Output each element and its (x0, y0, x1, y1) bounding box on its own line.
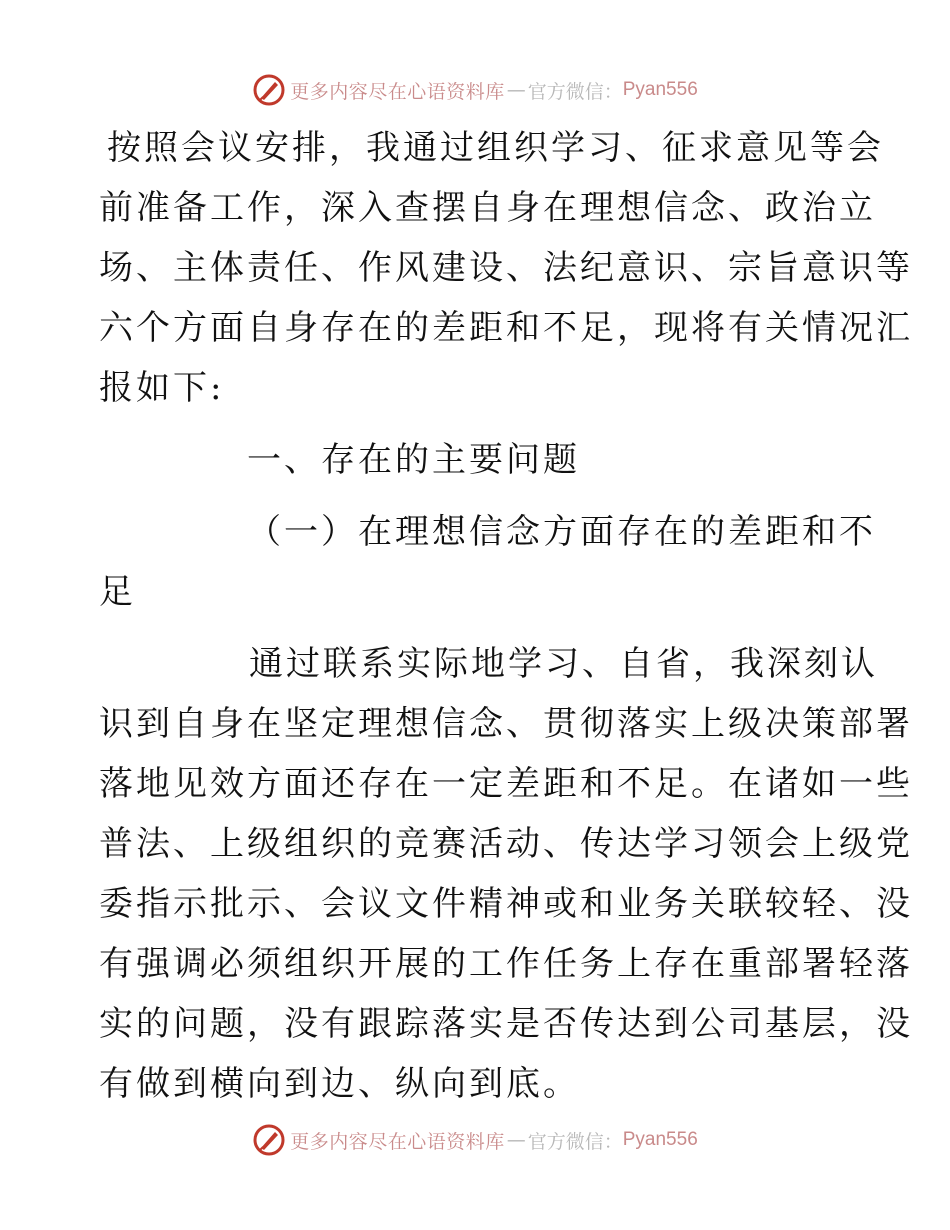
body-line: 有强调必须组织开展的工作任务上存在重部署轻落 (99, 944, 913, 984)
watermark-contact-id: Pyan556 (622, 79, 698, 100)
document-body (99, 118, 913, 1114)
intro-line: 报如下: (99, 368, 225, 408)
body-line: 落地见效方面还存在一定差距和不足。在诸如一些 (99, 764, 913, 804)
watermark-separator: — (506, 79, 526, 101)
subsection-heading-continued: 足 (99, 572, 136, 612)
intro-line: 前准备工作，深入查摆自身在理想信念、政治立 (99, 188, 876, 228)
body-line: 有做到横向到边、纵向到底。 (99, 1064, 580, 1104)
body-line: 委指示批示、会议文件精神或和业务关联较轻、没 (99, 884, 913, 924)
watermark-contact-label: 官方微信： (527, 80, 623, 103)
watermark-site-text: 更多内容尽在心语资料库 (290, 1130, 505, 1153)
subsection-heading: （一）在理想信念方面存在的差距和不 (247, 512, 876, 552)
body-line: 普法、上级组织的竞赛活动、传达学习领会上级党 (99, 824, 913, 864)
watermark-contact-label: 官方微信： (527, 1130, 623, 1153)
watermark-site-text: 更多内容尽在心语资料库 (290, 80, 505, 103)
watermark-contact-id: Pyan556 (622, 1129, 698, 1150)
watermark-footer (0, 1120, 950, 1160)
section-heading: 一、存在的主要问题 (247, 440, 580, 480)
intro-line: 场、主体责任、作风建设、法纪意识、宗旨意识等 (99, 248, 913, 288)
body-line: 通过联系实际地学习、自省，我深刻认 (249, 644, 878, 684)
quill-pen-seal-icon (252, 1123, 286, 1157)
body-line: 实的问题，没有跟踪落实是否传达到公司基层，没 (99, 1004, 913, 1044)
quill-pen-seal-icon (252, 73, 286, 107)
body-line: 识到自身在坚定理想信念、贯彻落实上级决策部署 (99, 704, 913, 744)
intro-line: 按照会议安排，我通过组织学习、征求意见等会 (107, 128, 884, 168)
intro-line: 六个方面自身存在的差距和不足，现将有关情况汇 (99, 308, 913, 348)
watermark-separator: — (506, 1129, 526, 1151)
watermark-header (0, 70, 950, 110)
